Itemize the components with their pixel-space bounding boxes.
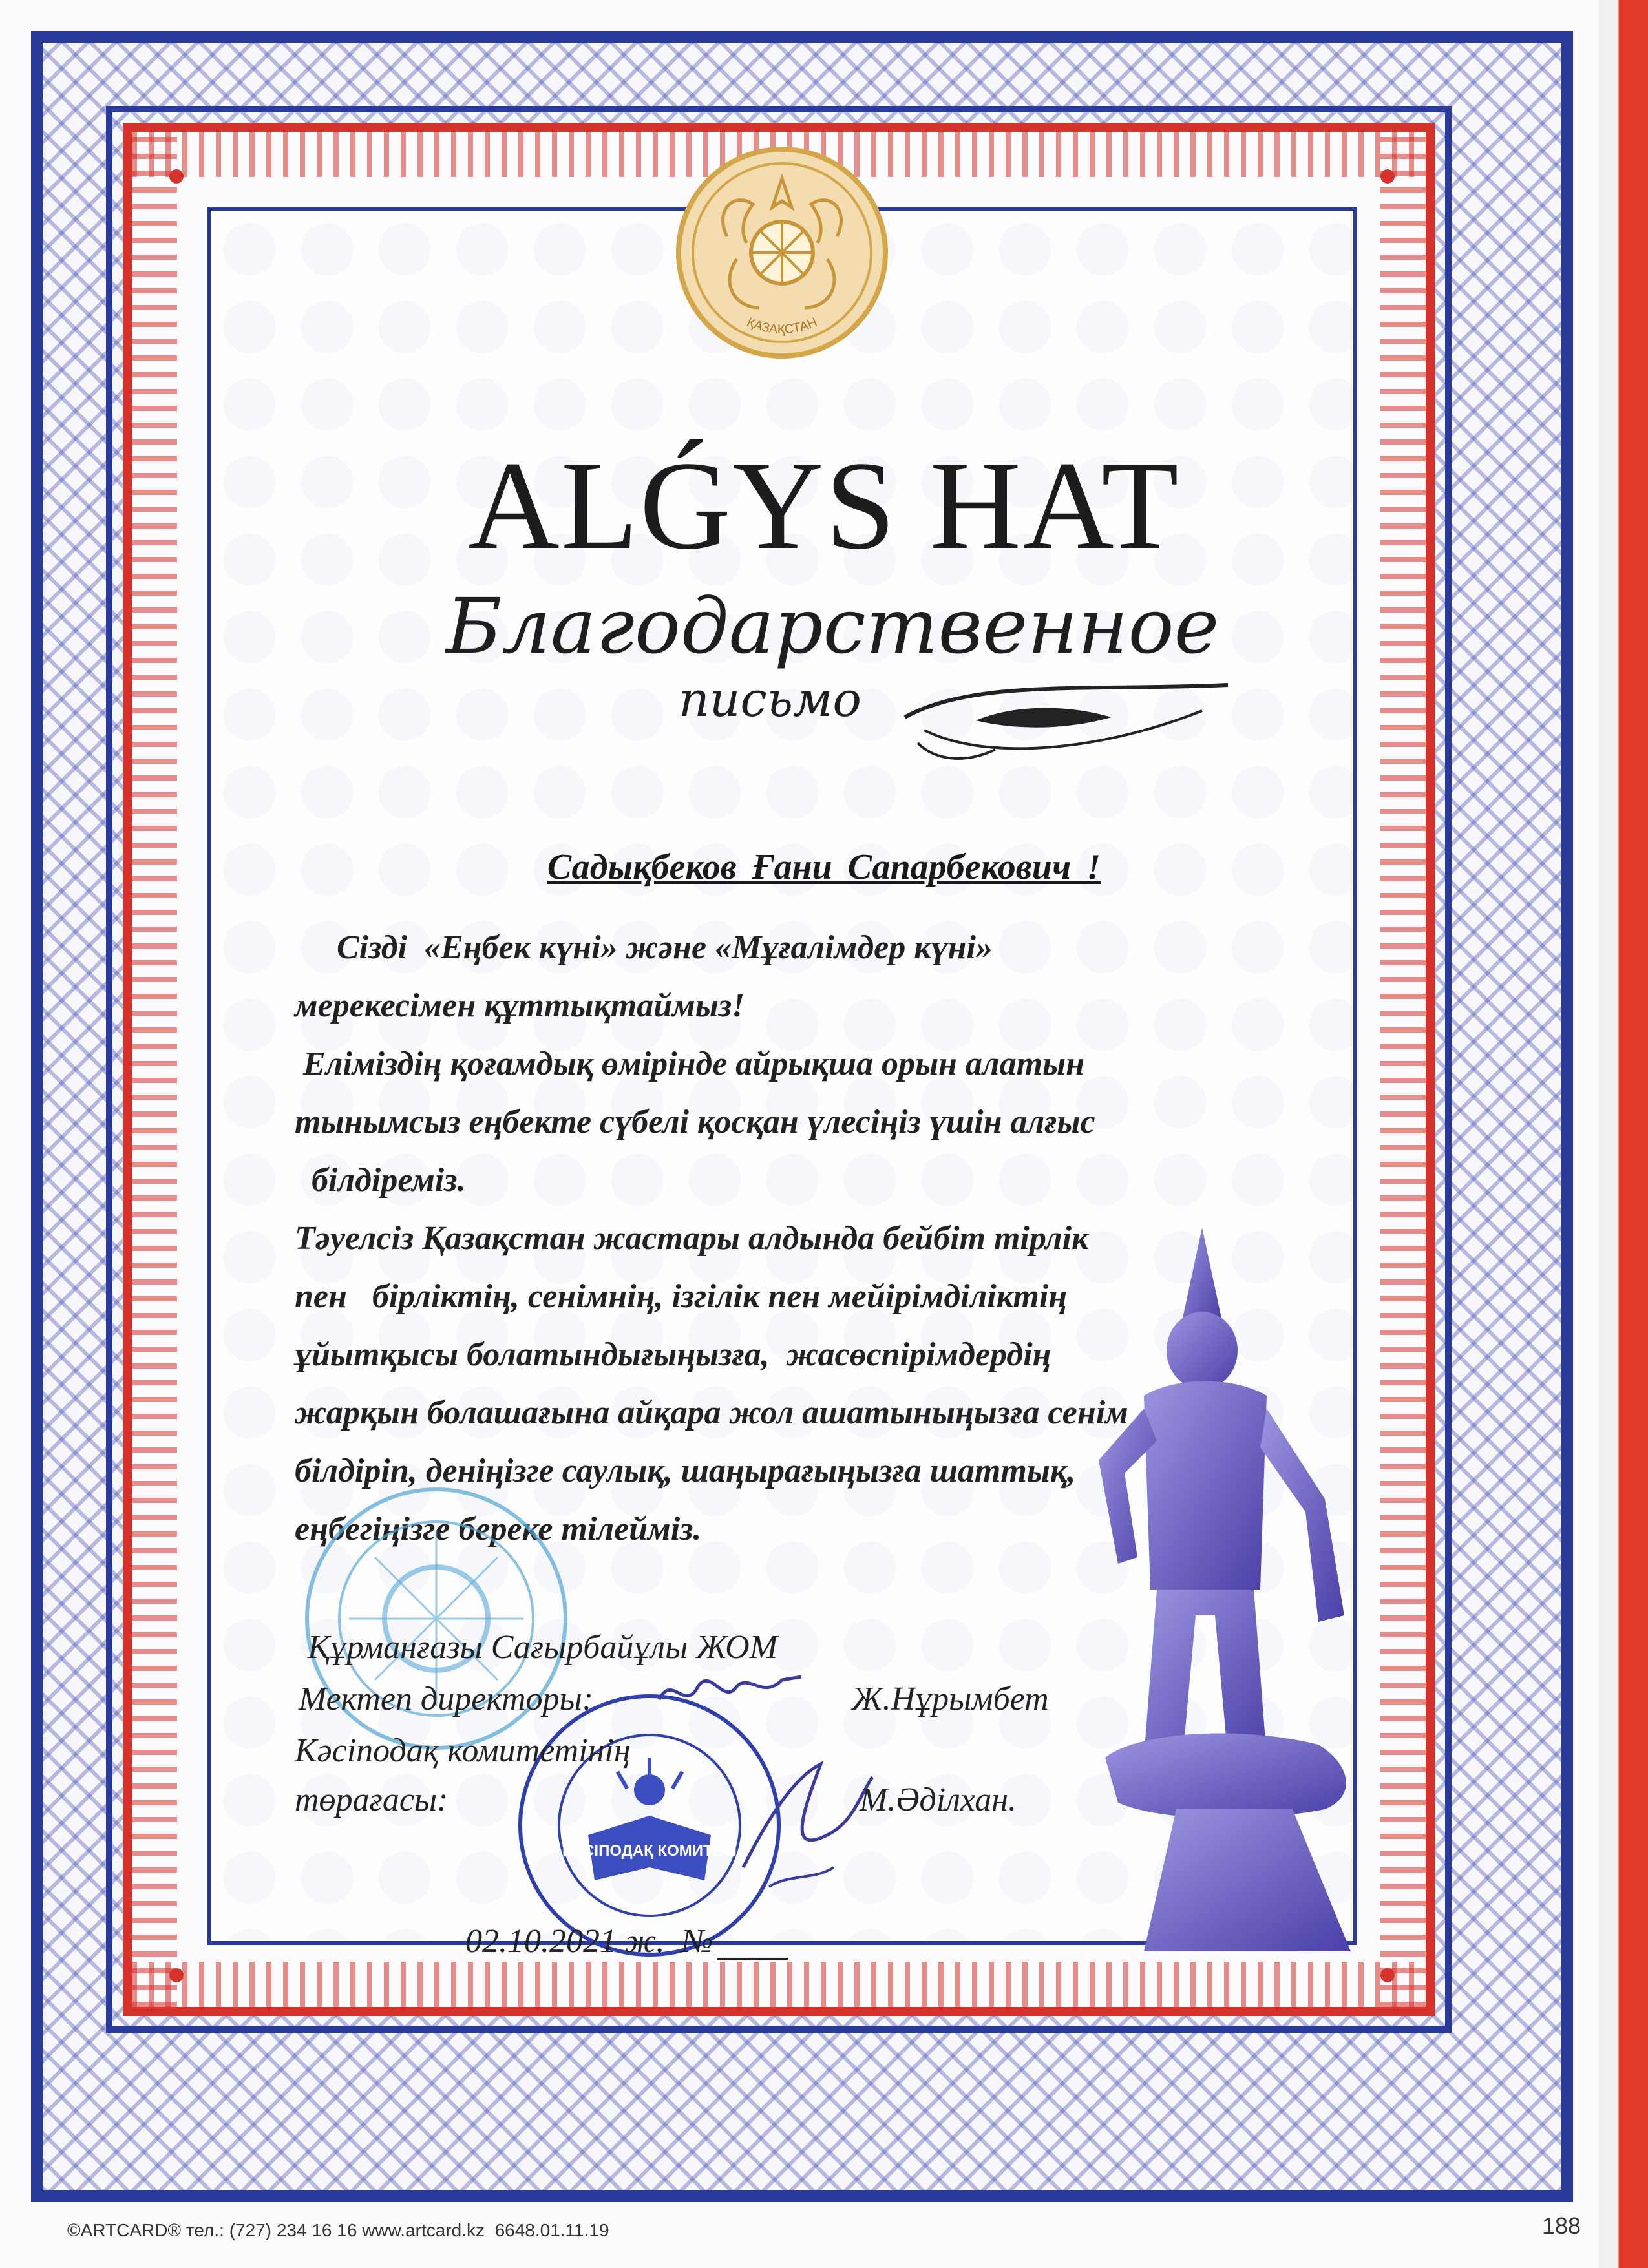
corner-dot-icon <box>169 169 184 184</box>
corner-dot-icon <box>1380 169 1395 184</box>
school-name: Құрманғазы Сағырбайұлы ЖОМ <box>308 1629 778 1666</box>
body-line: Еліміздің қоғамдық өмірінде айрықша орын алатын <box>295 1045 1084 1082</box>
decorative-flourish-icon <box>898 666 1234 769</box>
union-stamp-text: КӘСІПОДАҚ КОМИТЕТІ <box>562 1842 737 1860</box>
state-emblem-icon <box>675 146 889 359</box>
body-line: білдіреміз. <box>295 1162 466 1199</box>
union-chair-signature <box>730 1738 885 1906</box>
scan-edge-strip <box>1599 0 1648 2268</box>
page-number: 188 <box>1542 2212 1581 2239</box>
number-blank <box>717 1958 788 1960</box>
corner-dot-icon <box>1380 1968 1395 1982</box>
union-label-1: Кәсіподақ комитетінің <box>295 1732 631 1769</box>
union-label-2: төрағасы: <box>295 1781 449 1818</box>
body-line: мерекесімен құттықтаймыз! <box>295 987 745 1024</box>
certificate-title: ALǴYS HAT <box>468 436 1180 576</box>
body-line: білдіріп, деніңізге саулық, шаңырағыңызға шаттық, <box>295 1453 1076 1489</box>
body-line: Сізді «Еңбек күні» және «Мұғалімдер күні» <box>295 929 993 966</box>
date-value: 02.10.2021 ж. <box>465 1923 665 1960</box>
director-label: Мектеп директоры: <box>299 1681 594 1717</box>
certificate-subtitle-2: письмо <box>679 672 861 728</box>
number-label: № <box>681 1923 713 1960</box>
statue-illustration <box>1047 1228 1409 1951</box>
emblem-caption: ҚАЗАҚСТАН <box>745 315 819 337</box>
body-line: тынымсыз еңбекте сүбелі қосқан үлесіңіз үшін алғыс <box>295 1104 1095 1140</box>
body-line: ұйытқысы болатындығыңызға, жасөспірімдердің <box>295 1336 1051 1373</box>
director-signature <box>653 1661 808 1725</box>
director-name: Ж.Нұрымбет <box>852 1681 1049 1717</box>
union-chair-name: М.Әділхан. <box>860 1781 1017 1818</box>
body-line: жарқын болашағына айқара жол ашатыныңызға сенім <box>295 1394 1128 1431</box>
body-line: пен бірліктің, сенімнің, ізгілік пен мейірімділіктің <box>295 1278 1068 1315</box>
issue-date <box>465 1922 788 1960</box>
corner-dot-icon <box>169 1968 184 1982</box>
recipient-name: Садықбеков Ғани Сапарбекович ! <box>547 847 1101 887</box>
body-line: Тәуелсіз Қазақстан жастары алдында бейбіт тірлік <box>295 1220 1089 1257</box>
publisher-footer: ©ARTCARD® тел.: (727) 234 16 16 www.artcard.kz 6648.01.11.19 <box>67 2220 609 2240</box>
certificate-subtitle: Благодарственное <box>446 582 1220 671</box>
body-line: еңбегіңізге береке тілейміз. <box>295 1511 702 1548</box>
